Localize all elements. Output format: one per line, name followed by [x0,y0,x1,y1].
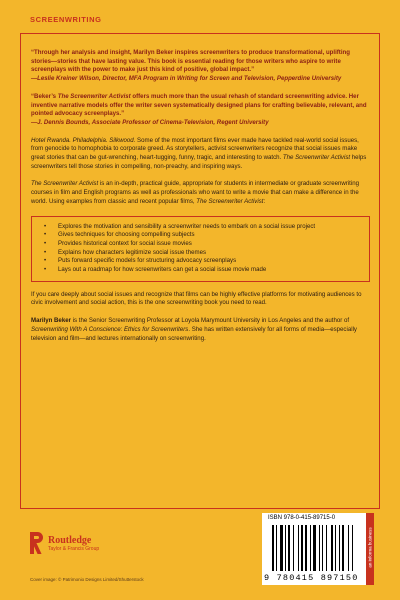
book-title: The Screenwriter Activist [196,197,264,205]
barcode-icon [272,525,360,571]
barcode-bar [348,525,349,571]
barcode-bar [285,525,286,571]
barcode-bar [339,525,340,571]
barcode-bar [288,525,290,571]
quote-text [31,93,370,119]
bio-text: . She has written extensively for all forms of media—especially television and film—and lectures internationally on screenwriting. [31,325,357,342]
publisher-logo [30,528,99,558]
barcode-bar [276,525,277,571]
barcode-bar [335,525,336,571]
book-title: The Screenwriter Activist [282,154,351,162]
list-item: • Explains how characters legitimize social issue themes [40,249,363,258]
feature-list [31,216,370,282]
list-item: • Explores the motivation and sensibility a screenwriter needs to embark on a social issue project [40,223,363,232]
informa-strip [366,513,374,585]
informa-text: an informa business [367,527,373,568]
isbn-number: ISBN 978-0-415-89715-0 [268,515,336,521]
quote-attribution: —Leslie Kreiner Wilson, Director, MFA Program in Writing for Screen and Television, Pepperdine University [31,75,342,83]
description-text: is an in-depth, practical guide, appropriate for students in intermediate or graduate screenwriting courses in film and English programs as well as professionals who want to write a movie that can make a difference in the world. Using examples from classic and recent popular films, [31,180,359,205]
book-title: The Screenwriter Activist [57,92,131,100]
quote-text-part: offers much more than the usual rehash of standard screenwriting advice. Her inventive narrative models offer the writer seven systematically designed plans for crafting believable, relevant, and pointed advocacy screenplays.” [31,92,367,118]
author-book-title: Screenwriting With A Conscience: Ethics for Screenwriters [31,325,189,333]
intro-paragraph [31,137,370,172]
barcode-bar [326,525,327,571]
list-item: • Lays out a roadmap for how screenwriters can get a social issue movie made [40,266,363,275]
author-bio [31,317,370,343]
ean-digits: 9 780415 897150 [264,573,359,583]
barcode-bar [319,525,320,571]
closing-paragraph: If you care deeply about social issues and recognize that films can be highly effective platforms for motivating audiences to civic involvement and social action, this is the one screenwriting book you need to read. [31,290,362,307]
intro-text: helps screenwriters tell those stories in compelling, non-preachy, and inspiring ways. [31,154,367,170]
barcode-bar [322,525,323,571]
barcode-bar [272,525,274,571]
barcode-bar [313,525,316,571]
description-text: : [263,197,266,205]
list-item: • Provides historical context for social issue movies [40,240,363,249]
list-item: • Gives techniques for choosing compelling subjects [40,231,363,240]
publisher-group: Taylor & Francis Group [48,545,100,552]
barcode-bar [331,525,333,571]
book-title: The Screenwriter Activist [31,180,99,188]
cover-image-credit: Cover image: © Patrimonio Designs Limited/Shutterstock [30,577,144,582]
film-titles: Hotel Rwanda. Philadelphia. Silkwood. [31,136,136,144]
barcode-box [262,513,374,585]
barcode-bar [342,525,344,571]
routledge-logo-icon [30,532,44,554]
bio-text: is the Senior Screenwriting Professor at Loyola Marymount University in Los Angeles and the author of [70,317,350,325]
publisher-name: Routledge [48,534,92,546]
barcode-bar [280,525,283,571]
barcode-bar [293,525,294,571]
list-item: • Puts forward specific models for structuring advocacy screenplays [40,257,363,266]
endorsement-quote-2 [31,93,370,128]
endorsement-quote-1 [31,49,370,84]
publisher-text [48,535,99,552]
quote-attribution: —J. Dennis Bounds, Associate Professor of Cinema-Television, Regent University [31,118,269,126]
author-name: Marilyn Beker [31,317,71,325]
barcode-bar [305,525,307,571]
category-label: SCREENWRITING [30,15,102,24]
quote-text-part: “Beker’s [31,92,58,100]
barcode-bar [298,525,299,571]
description-paragraph [31,180,370,206]
blurb-content [31,49,370,352]
barcode-bar [310,525,311,571]
barcode-bar [301,525,303,571]
barcode-bar [352,525,353,571]
quote-text: “Through her analysis and insight, Marilyn Beker inspires screenwriters to produce transformational, uplifting stories—stories that have lasting value. This book is essential reading for those writers who aspire to write screenplays with the power to make just this kind of positive, global impact.” [31,49,350,74]
intro-text: Some of the most important films ever made have tackled real-world social issues, from genocide to homophobia to corporate greed. As storytellers, activist screenwriters recognize that social issues make great stories that can be gut-wrenching, heart-tugging, funny, tragic, and interesting to watch. [31,136,359,162]
